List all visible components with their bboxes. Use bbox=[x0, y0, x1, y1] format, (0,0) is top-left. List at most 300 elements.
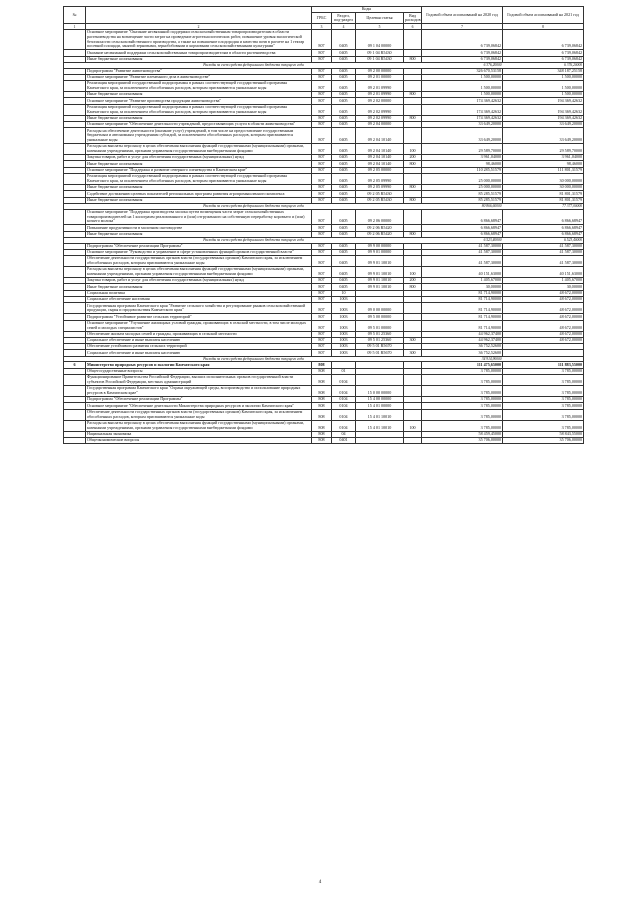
amount-2021: 48 672,00000 bbox=[503, 337, 584, 343]
expense-type-code bbox=[404, 256, 422, 267]
section-code: 0405 bbox=[332, 197, 356, 203]
section-code: 0405 bbox=[332, 92, 356, 98]
amount-2021: 30 000,00000 bbox=[503, 173, 584, 184]
row-number bbox=[64, 386, 86, 397]
amount-2020: 25 000,00000 bbox=[422, 184, 503, 190]
row-number bbox=[64, 144, 86, 155]
row-name: Основное мероприятие "Поддержка производства молока путем возмещения части затрат сельскохозяйственных товаропроизводителей на 1 килограмм реализованного и (или) отгруженного на собственную переработку коровьего и (или) козьего молока" bbox=[86, 209, 312, 225]
amount-2020: 81 714,90000 bbox=[422, 290, 503, 296]
note-text: Расходы за счет средств федерального бюджета текущего года bbox=[86, 237, 422, 243]
target-article-code: 15 0 00 00000 bbox=[356, 386, 404, 397]
target-article-code: 09 2 05 09990 bbox=[356, 173, 404, 184]
amount-2020: 35 706,00000 bbox=[422, 437, 503, 443]
amount-2021: 3 785,00000 bbox=[503, 420, 584, 431]
amount-2020: 44 962,37400 bbox=[422, 337, 503, 343]
amount-2020: 1 500,00000 bbox=[422, 81, 503, 92]
amount-2021: 3 785,00000 bbox=[503, 409, 584, 420]
amount-2020: 33 649,20000 bbox=[422, 128, 503, 144]
row-name: Реализация мероприятий государственной подпрограммы в рамках соответствующей государственной программы Камчатского края, за исключением обособленных расходов, которым присваиваются уникальные коды bbox=[86, 104, 312, 115]
amount-2021: 40 151,63000 bbox=[503, 267, 584, 278]
amount-2021: 111 801,31579 bbox=[503, 167, 584, 173]
expense-type-code bbox=[404, 104, 422, 115]
target-article-code: 09 9 01 10010 bbox=[356, 284, 404, 290]
expense-type-code bbox=[404, 303, 422, 314]
page-number: 4 bbox=[318, 880, 322, 885]
amount-2020: 44 962,37400 bbox=[422, 331, 503, 337]
section-code: 0405 bbox=[332, 56, 356, 62]
expense-type-code bbox=[404, 81, 422, 92]
row-name: Расходы на выплаты персоналу в целях обеспечения выполнения функций государственными (муниципальными) органами, казенными учреждениями, органами управления государственными внебюджетными фондами bbox=[86, 144, 312, 155]
expense-type-code bbox=[404, 375, 422, 386]
target-article-code: 09 2 00 00000 bbox=[356, 68, 404, 74]
section-code: 04 bbox=[332, 431, 356, 437]
amount-2020: 3 785,00000 bbox=[422, 420, 503, 431]
grbs-code: 807 bbox=[312, 81, 332, 92]
target-article-code: 09 2 06 R5420 bbox=[356, 231, 404, 237]
row-name: Иные бюджетные ассигнования bbox=[86, 231, 312, 237]
expense-type-code bbox=[404, 409, 422, 420]
target-article-code: 09 9 01 10010 bbox=[356, 278, 404, 284]
target-article-code: 09 5 01 25360 bbox=[356, 337, 404, 343]
row-name: Социальное обеспечение и иные выплаты населению bbox=[86, 337, 312, 343]
grbs-code: 807 bbox=[312, 331, 332, 337]
row-name: Расходы на обеспечение деятельности (оказание услуг) учреждений, в том числе на предоставление государственным бюджетным и автономным учреждениям субсидий, за исключением обособленных расходов, которым присваиваются уникальные коды bbox=[86, 128, 312, 144]
amount-2020: 41 587,30000 bbox=[422, 256, 503, 267]
target-article-code: 09 5 00 00000 bbox=[356, 314, 404, 320]
row-name: Повышение продуктивности в молочном скотоводстве bbox=[86, 225, 312, 231]
amount-2020: 58 459,45000 bbox=[422, 431, 503, 437]
amount-2021: 194 369,42632 bbox=[503, 115, 584, 121]
amount-2021: 48 672,00000 bbox=[503, 303, 584, 314]
section-code: 1003 bbox=[332, 337, 356, 343]
section-code: 0104 bbox=[332, 403, 356, 409]
amount-2021: 41 587,30000 bbox=[503, 249, 584, 255]
target-article-code: 09 2 05 09990 bbox=[356, 184, 404, 190]
row-name: Иные бюджетные ассигнования bbox=[86, 115, 312, 121]
section-code: 0401 bbox=[332, 437, 356, 443]
row-number bbox=[64, 320, 86, 331]
row-number bbox=[64, 409, 86, 420]
expense-type-code bbox=[404, 29, 422, 49]
row-name: Общегосударственные вопросы bbox=[86, 368, 312, 374]
row-name: Основное мероприятие "Улучшение жилищных условий граждан, проживающих в сельской местности, в том числе молодых семей и молодых специалистов" bbox=[86, 320, 312, 331]
amount-2020: 111 475,65000 bbox=[422, 362, 503, 368]
section-code: 0405 bbox=[332, 98, 356, 104]
grbs-code: 807 bbox=[312, 128, 332, 144]
grbs-code: 808 bbox=[312, 375, 332, 386]
amount-2020: 3 785,00000 bbox=[422, 386, 503, 397]
section-code: 1003 bbox=[332, 344, 356, 350]
amount-2021: 1 500,00000 bbox=[503, 74, 584, 80]
expense-type-code: 100 bbox=[404, 144, 422, 155]
amount-2020: 3 785,00000 bbox=[422, 375, 503, 386]
grbs-code: 807 bbox=[312, 320, 332, 331]
section-code: 1003 bbox=[332, 350, 356, 356]
target-article-code bbox=[356, 437, 404, 443]
row-name: Подпрограмма "Развитие животноводства" bbox=[86, 68, 312, 74]
row-number bbox=[64, 375, 86, 386]
section-code: 0104 bbox=[332, 420, 356, 431]
section-code: 0405 bbox=[332, 81, 356, 92]
table-row bbox=[64, 303, 584, 314]
row-name: Подпрограмма "Обеспечение реализации Программы" bbox=[86, 397, 312, 403]
target-article-code: 09 2 02 00000 bbox=[356, 98, 404, 104]
table-body bbox=[64, 29, 584, 443]
row-number bbox=[64, 29, 86, 49]
grbs-code: 808 bbox=[312, 403, 332, 409]
amount-2021: 6 739,06842 bbox=[503, 56, 584, 62]
amount-2020: 6 866,68947 bbox=[422, 209, 503, 225]
section-code: 0405 bbox=[332, 104, 356, 115]
header-rzpr: Раздел, под-раздел bbox=[332, 13, 356, 24]
amount-2021: 194 369,42632 bbox=[503, 98, 584, 104]
note-value-2020: 80 866,60000 bbox=[422, 203, 503, 209]
section-code: 10 bbox=[332, 290, 356, 296]
expense-type-code: 800 bbox=[404, 231, 422, 237]
note-text: Расходы за счет средств федерального бюджета текущего года bbox=[86, 203, 422, 209]
amount-2021: 348 187,25158 bbox=[503, 68, 584, 74]
amount-2021: 3 785,00000 bbox=[503, 386, 584, 397]
amount-2020: 25 000,00000 bbox=[422, 173, 503, 184]
table-row bbox=[64, 409, 584, 420]
grbs-code: 807 bbox=[312, 337, 332, 343]
row-number bbox=[64, 437, 86, 443]
row-name: Функционирование Правительства Российской Федерации, высших исполнительных органов государственной власти субъектов Российской Федерации, местных администраций bbox=[86, 375, 312, 386]
amount-2020: 81 714,90000 bbox=[422, 303, 503, 314]
amount-2021: 1 500,00000 bbox=[503, 92, 584, 98]
amount-2020: 326 670,53158 bbox=[422, 68, 503, 74]
section-code: 1003 bbox=[332, 314, 356, 320]
grbs-code: 807 bbox=[312, 284, 332, 290]
target-article-code: 09 2 01 00000 bbox=[356, 74, 404, 80]
row-name: Основное мероприятие "Обеспечение деятельности учреждений, предоставляющих услуги в области животноводства" bbox=[86, 122, 312, 128]
amount-2021: 41 587,30000 bbox=[503, 256, 584, 267]
expense-type-code: 100 bbox=[404, 267, 422, 278]
table-row bbox=[64, 81, 584, 92]
amount-2020: 1 500,00000 bbox=[422, 74, 503, 80]
target-article-code: 15 4 01 10010 bbox=[356, 409, 404, 420]
amount-2021: 48 672,00000 bbox=[503, 314, 584, 320]
expense-type-code bbox=[404, 128, 422, 144]
amount-2020: 6 866,68947 bbox=[422, 225, 503, 231]
row-name: Основное мероприятие "Руководство и управление в сфере установленных функций органов государственной власти" bbox=[86, 249, 312, 255]
section-code: 0405 bbox=[332, 167, 356, 173]
section-code: 1003 bbox=[332, 303, 356, 314]
expense-type-code: 300 bbox=[404, 337, 422, 343]
amount-2021: 48 672,00000 bbox=[503, 297, 584, 303]
amount-2021: 98,46000 bbox=[503, 161, 584, 167]
row-name: Иные бюджетные ассигнования bbox=[86, 197, 312, 203]
grbs-code: 807 bbox=[312, 197, 332, 203]
section-code: 0104 bbox=[332, 397, 356, 403]
grbs-code: 807 bbox=[312, 161, 332, 167]
target-article-code: 09 5 01 00000 bbox=[356, 320, 404, 331]
row-number bbox=[64, 173, 86, 184]
row-name: Расходы на выплаты персоналу в целях обеспечения выполнения функций государственными (муниципальными) органами, казенными учреждениями, органами управления государственными внебюджетными фондами bbox=[86, 420, 312, 431]
row-name: Обеспечение жильем молодых семей и граждан, проживающих в сельской местности bbox=[86, 331, 312, 337]
header-cs: Целевая статья bbox=[356, 13, 404, 24]
grbs-code: 807 bbox=[312, 191, 332, 197]
amount-2021: 48 672,00000 bbox=[503, 331, 584, 337]
table-row bbox=[64, 267, 584, 278]
grbs-code: 807 bbox=[312, 297, 332, 303]
row-number bbox=[64, 267, 86, 278]
note-value-2021: 6 376,20000 bbox=[503, 62, 584, 68]
target-article-code: 09 2 05 R5430 bbox=[356, 197, 404, 203]
target-article-code: 09 0 00 00000 bbox=[356, 303, 404, 314]
target-article-code: 15 4 01 10010 bbox=[356, 420, 404, 431]
section-code: 0405 bbox=[332, 278, 356, 284]
table-row bbox=[64, 128, 584, 144]
section-code: 0405 bbox=[332, 267, 356, 278]
row-number bbox=[64, 128, 86, 144]
row-name: Обеспечение деятельности государственных органов власти (государственных органов) Камчатского края, за исключением обособленных расходов, которым присваиваются уникальные коды bbox=[86, 409, 312, 420]
section-code: 0405 bbox=[332, 209, 356, 225]
row-name: Иные бюджетные ассигнования bbox=[86, 161, 312, 167]
grbs-code: 807 bbox=[312, 225, 332, 231]
target-article-code: 09 5 01 25360 bbox=[356, 331, 404, 337]
table-row bbox=[64, 256, 584, 267]
target-article-code: 09 1 04 00000 bbox=[356, 29, 404, 49]
amount-2020: 41 587,30000 bbox=[422, 249, 503, 255]
row-number bbox=[64, 81, 86, 92]
grbs-code: 807 bbox=[312, 184, 332, 190]
target-article-code bbox=[356, 375, 404, 386]
col-index: 6 bbox=[404, 24, 422, 30]
expense-type-code: 800 bbox=[404, 161, 422, 167]
header-vr: Вид расходов bbox=[405, 12, 421, 23]
row-name: Иные бюджетные ассигнования bbox=[86, 184, 312, 190]
row-name: Обеспечение деятельности государственных органов власти (государственных органов) Камчатского края, за исключением обособленных расходов, которым присваиваются уникальные коды bbox=[86, 256, 312, 267]
expense-type-code: 800 bbox=[404, 92, 422, 98]
grbs-code: 807 bbox=[312, 122, 332, 128]
grbs-code: 807 bbox=[312, 314, 332, 320]
grbs-code: 807 bbox=[312, 98, 332, 104]
grbs-code: 808 bbox=[312, 409, 332, 420]
amount-2021: 3 961,04000 bbox=[503, 155, 584, 161]
target-article-code: 09 2 02 09990 bbox=[356, 104, 404, 115]
grbs-code: 807 bbox=[312, 243, 332, 249]
amount-2020: 6 739,06842 bbox=[422, 50, 503, 56]
row-name: Оказание несвязанной поддержки сельскохозяйственным товаропроизводителям в области растениеводства bbox=[86, 50, 312, 56]
target-article-code: 15 4 00 00000 bbox=[356, 397, 404, 403]
target-article-code: 09 9 01 10010 bbox=[356, 256, 404, 267]
row-number bbox=[64, 256, 86, 267]
section-code: 0405 bbox=[332, 231, 356, 237]
row-name: Иные бюджетные ассигнования bbox=[86, 284, 312, 290]
note-text: Расходы за счет средств федерального бюджета текущего года bbox=[86, 62, 422, 68]
target-article-code: 09 2 02 09990 bbox=[356, 115, 404, 121]
row-name: Национальная экономика bbox=[86, 431, 312, 437]
row-name: Подпрограмма "Обеспечение реализации Программы" bbox=[86, 243, 312, 249]
expense-type-code: 200 bbox=[404, 155, 422, 161]
grbs-code: 808 bbox=[312, 437, 332, 443]
row-name: Общеэкономические вопросы bbox=[86, 437, 312, 443]
table-row bbox=[64, 375, 584, 386]
expense-type-code: 800 bbox=[404, 56, 422, 62]
section-code: 0405 bbox=[332, 191, 356, 197]
section-code: 0405 bbox=[332, 74, 356, 80]
amount-2021: 58 843,55000 bbox=[503, 431, 584, 437]
table-row bbox=[64, 437, 584, 443]
col-index: 8 bbox=[503, 24, 584, 30]
target-article-code: 15 4 01 00000 bbox=[356, 403, 404, 409]
budget-table bbox=[63, 6, 584, 444]
grbs-code: 807 bbox=[312, 50, 332, 56]
section-code: 1003 bbox=[332, 320, 356, 331]
note-text: Расходы за счет средств федерального бюджета текущего года bbox=[86, 356, 422, 362]
expense-type-code: 800 bbox=[404, 184, 422, 190]
amount-2021: 6 739,06842 bbox=[503, 50, 584, 56]
grbs-code: 807 bbox=[312, 231, 332, 237]
target-article-code: 09 2 01 09990 bbox=[356, 81, 404, 92]
row-name: Основное мероприятие "Обеспечение деятельности Министерства природных ресурсов и экологии Камчатского края" bbox=[86, 403, 312, 409]
table-row bbox=[64, 209, 584, 225]
target-article-code: 09 1 04 R5430 bbox=[356, 56, 404, 62]
expense-type-code: 800 bbox=[404, 115, 422, 121]
section-code: 0405 bbox=[332, 144, 356, 155]
target-article-code: 09 2 06 00000 bbox=[356, 209, 404, 225]
expense-type-code bbox=[404, 173, 422, 184]
section-code: 0104 bbox=[332, 375, 356, 386]
section-code: 0104 bbox=[332, 386, 356, 397]
table-row bbox=[64, 420, 584, 431]
amount-2020: 85 285,51579 bbox=[422, 191, 503, 197]
target-article-code: 09 9 01 10010 bbox=[356, 267, 404, 278]
row-name: Иные бюджетные ассигнования bbox=[86, 92, 312, 98]
section-code: 1003 bbox=[332, 297, 356, 303]
amount-2021: 6 866,68947 bbox=[503, 231, 584, 237]
section-code: 0405 bbox=[332, 256, 356, 267]
target-article-code: 09 5 01 R5670 bbox=[356, 344, 404, 350]
target-article-code: 09 2 04 10140 bbox=[356, 144, 404, 155]
grbs-code: 807 bbox=[312, 155, 332, 161]
target-article-code: 09 2 04 10140 bbox=[356, 155, 404, 161]
amount-2021: 29 589,70000 bbox=[503, 144, 584, 155]
row-number bbox=[64, 303, 86, 314]
grbs-code: 807 bbox=[312, 115, 332, 121]
col-index: 1 bbox=[64, 24, 86, 30]
grbs-code: 807 bbox=[312, 290, 332, 296]
row-name: Закупка товаров, работ и услуг для обеспечения государственных (муниципальных) нужд bbox=[86, 278, 312, 284]
target-article-code: 09 9 01 00000 bbox=[356, 249, 404, 255]
expense-type-code bbox=[404, 320, 422, 331]
grbs-code: 808 bbox=[312, 420, 332, 431]
row-name: Министерство природных ресурсов и экологии Камчатского края bbox=[86, 362, 312, 368]
note-value-2020: 34 914,90000 bbox=[422, 356, 503, 362]
amount-2020: 29 589,70000 bbox=[422, 144, 503, 155]
section-code: 0405 bbox=[332, 115, 356, 121]
amount-2020: 110 285,51579 bbox=[422, 167, 503, 173]
target-article-code: 09 5 01 R5670 bbox=[356, 350, 404, 356]
amount-2021: 30 000,00000 bbox=[503, 184, 584, 190]
section-code: 0405 bbox=[332, 243, 356, 249]
amount-2021: 81 801,31579 bbox=[503, 197, 584, 203]
header-2020: Годовой объем ассигнований на 2020 год bbox=[422, 7, 503, 24]
section-code: 0405 bbox=[332, 122, 356, 128]
section-code: 0405 bbox=[332, 68, 356, 74]
row-name: Социальная политика bbox=[86, 290, 312, 296]
row-name: Закупка товаров, работ и услуг для обеспечения государственных (муниципальных) нужд bbox=[86, 155, 312, 161]
grbs-code: 807 bbox=[312, 68, 332, 74]
row-number bbox=[64, 209, 86, 225]
header-name bbox=[86, 7, 312, 24]
amount-2020: 40 151,63000 bbox=[422, 267, 503, 278]
amount-2020: 6 739,06842 bbox=[422, 29, 503, 49]
amount-2020: 3 785,00000 bbox=[422, 368, 503, 374]
amount-2021: 48 672,00000 bbox=[503, 290, 584, 296]
target-article-code: 09 2 04 00000 bbox=[356, 122, 404, 128]
amount-2021: 3 785,00000 bbox=[503, 403, 584, 409]
amount-2021: 81 801,31579 bbox=[503, 191, 584, 197]
expense-type-code: 800 bbox=[404, 284, 422, 290]
col-index: 2 bbox=[86, 24, 312, 30]
amount-2020: 85 285,51579 bbox=[422, 197, 503, 203]
grbs-code: 807 bbox=[312, 350, 332, 356]
amount-2020: 81 714,90000 bbox=[422, 320, 503, 331]
section-code: 0405 bbox=[332, 155, 356, 161]
amount-2021: 1 405,67000 bbox=[503, 278, 584, 284]
row-name: Иные бюджетные ассигнования bbox=[86, 56, 312, 62]
note-value-2020: 6 523,40000 bbox=[422, 237, 503, 243]
amount-2021: 35 706,00000 bbox=[503, 437, 584, 443]
row-name: Основное мероприятие "Развитие племенного дела в животноводстве" bbox=[86, 74, 312, 80]
grbs-code: 807 bbox=[312, 303, 332, 314]
note-value-2021: 77 377,00000 bbox=[503, 203, 584, 209]
grbs-code: 808 bbox=[312, 386, 332, 397]
grbs-code: 807 bbox=[312, 256, 332, 267]
amount-2021: 6 866,68947 bbox=[503, 209, 584, 225]
expense-type-code bbox=[404, 386, 422, 397]
section-code: 1003 bbox=[332, 331, 356, 337]
section-code: 0104 bbox=[332, 409, 356, 420]
section-code: 01 bbox=[332, 368, 356, 374]
amount-2020: 6 739,06842 bbox=[422, 56, 503, 62]
amount-2020: 36 752,52600 bbox=[422, 350, 503, 356]
amount-2021: 6 739,06842 bbox=[503, 29, 584, 49]
amount-2020: 3 785,00000 bbox=[422, 409, 503, 420]
amount-2020: 3 785,00000 bbox=[422, 397, 503, 403]
row-name: Реализация мероприятий государственной подпрограммы в рамках соответствующей государственной программы Камчатского края, за исключением обособленных расходов, которым присваиваются уникальные коды bbox=[86, 81, 312, 92]
row-number: 6 bbox=[64, 362, 86, 368]
target-article-code: 09 2 06 R5420 bbox=[356, 225, 404, 231]
row-name: Содействие достижению целевых показателей региональных программ развития агропромышленного комплекса bbox=[86, 191, 312, 197]
header-2021: Годовой объем ассигнований на 2021 год bbox=[503, 7, 584, 24]
row-name: Основное мероприятие "Развитие производства продукции животноводства" bbox=[86, 98, 312, 104]
col-index: 7 bbox=[422, 24, 503, 30]
note-value-2021: 6 523,40000 bbox=[503, 237, 584, 243]
target-article-code: 09 2 05 R5430 bbox=[356, 191, 404, 197]
amount-2020: 30,00000 bbox=[422, 284, 503, 290]
grbs-code: 807 bbox=[312, 56, 332, 62]
target-article-code: 09 2 05 00000 bbox=[356, 167, 404, 173]
target-article-code: 09 9 00 00000 bbox=[356, 243, 404, 249]
header-num: № bbox=[64, 7, 86, 24]
expense-type-code bbox=[404, 209, 422, 225]
amount-2020: 1 405,67000 bbox=[422, 278, 503, 284]
col-index: 3 bbox=[312, 24, 332, 30]
amount-2021: 3 785,00000 bbox=[503, 397, 584, 403]
section-code: 0405 bbox=[332, 249, 356, 255]
amount-2020: 98,46000 bbox=[422, 161, 503, 167]
row-name: Основное мероприятие "Оказание несвязанной поддержки сельскохозяйственным товаропроизводителям в области растениеводства на возмещение части затрат на проведение агротехнологических работ, повышение уровня экологической безопасности сельскохозяйственного производства, а также на повышение плодородия и качества почв в расчете на 1 гектар посевной площади, занятой зерновыми, зернобобовыми и кормовыми сельскохозяйственными культурами" bbox=[86, 29, 312, 49]
table-row bbox=[64, 386, 584, 397]
col-index: 5 bbox=[356, 24, 404, 30]
row-number bbox=[64, 420, 86, 431]
row-name: Государственная программа Камчатского края "Охрана окружающей среды, воспроизводство и использование природных ресурсов в Камчатском крае" bbox=[86, 386, 312, 397]
amount-2020: 36 752,52600 bbox=[422, 344, 503, 350]
grbs-code: 807 bbox=[312, 104, 332, 115]
